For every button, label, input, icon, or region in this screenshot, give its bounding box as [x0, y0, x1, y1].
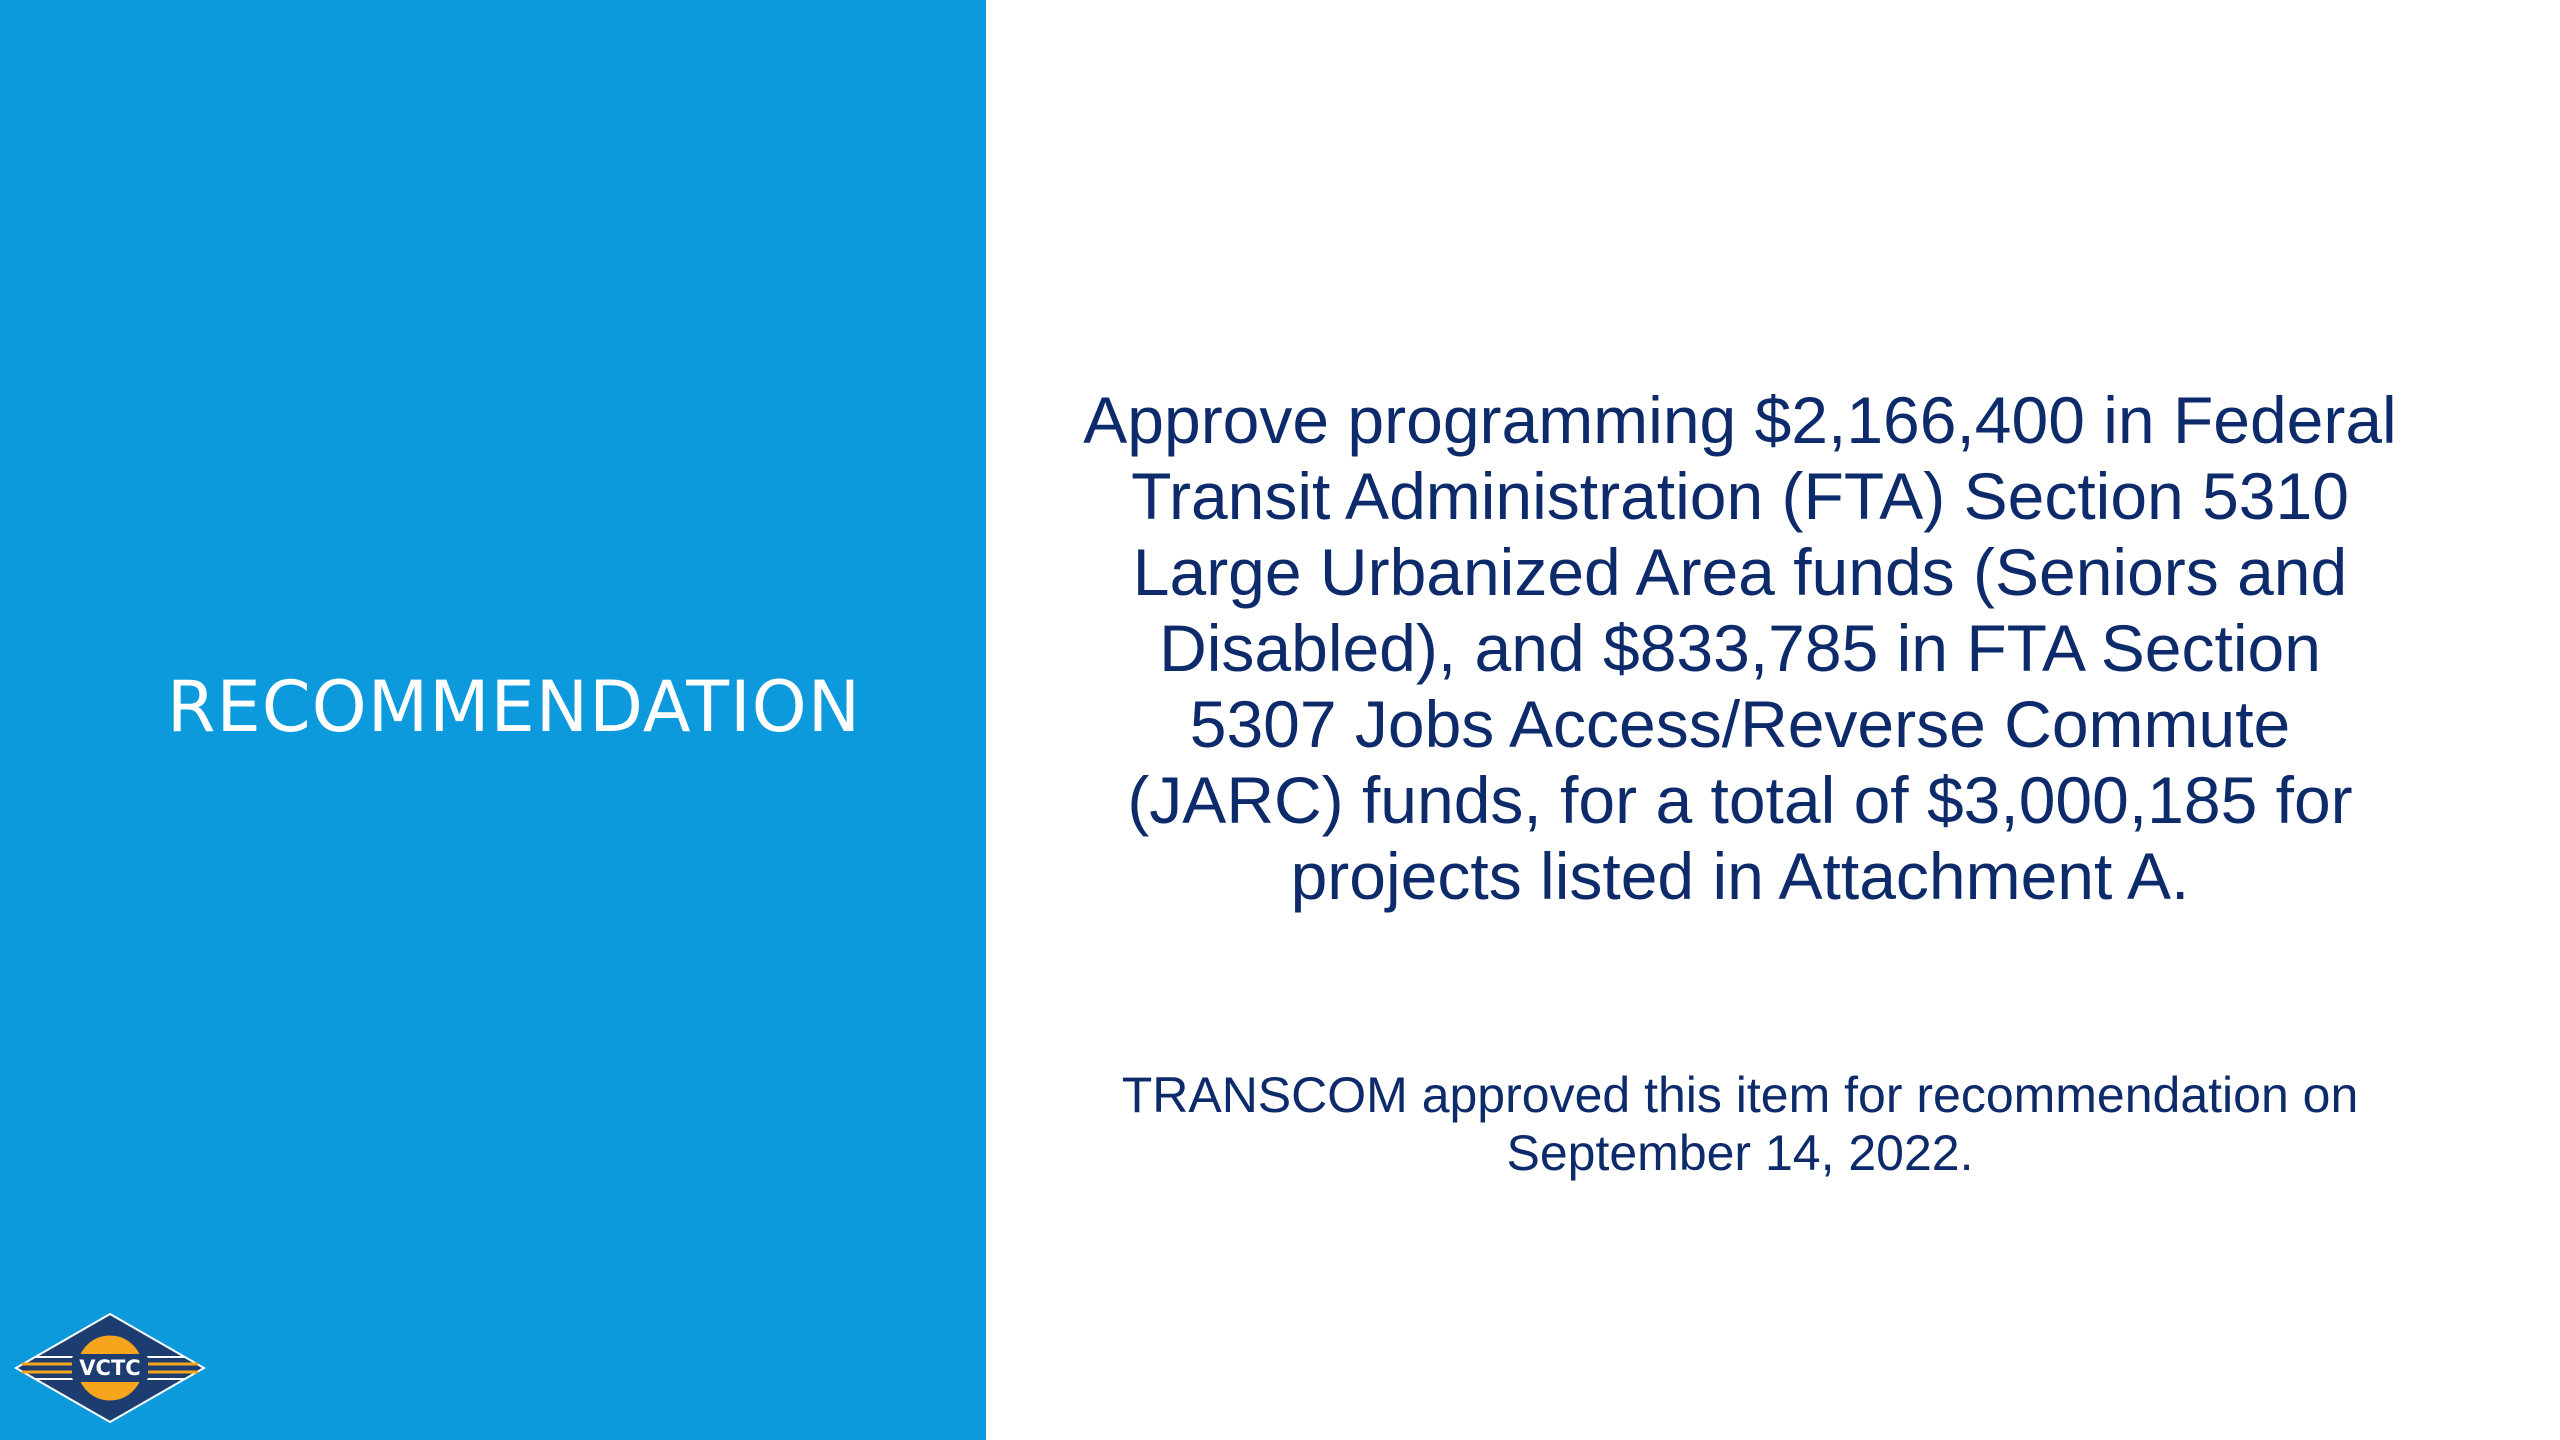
content — [1080, 382, 2400, 1182]
approval-note: TRANSCOM approved this item for recommendation on September 14, 2022. — [1121, 1067, 2359, 1181]
logo-text: VCTC — [79, 1356, 141, 1380]
recommendation-text: Approve programming $2,166,400 in Federal Transit Administration (FTA) Section 5310 Large Urbanized Area funds (Seniors and Disabled), and $833,785 in FTA Section 5307 Jobs Access/Reverse Commute (JARC) funds, for a total of $3,000,185 for projects listed in Attachment A. — [1083, 383, 2397, 913]
section-title: RECOMMENDATION — [166, 666, 862, 748]
vctc-logo-icon — [14, 1312, 206, 1424]
